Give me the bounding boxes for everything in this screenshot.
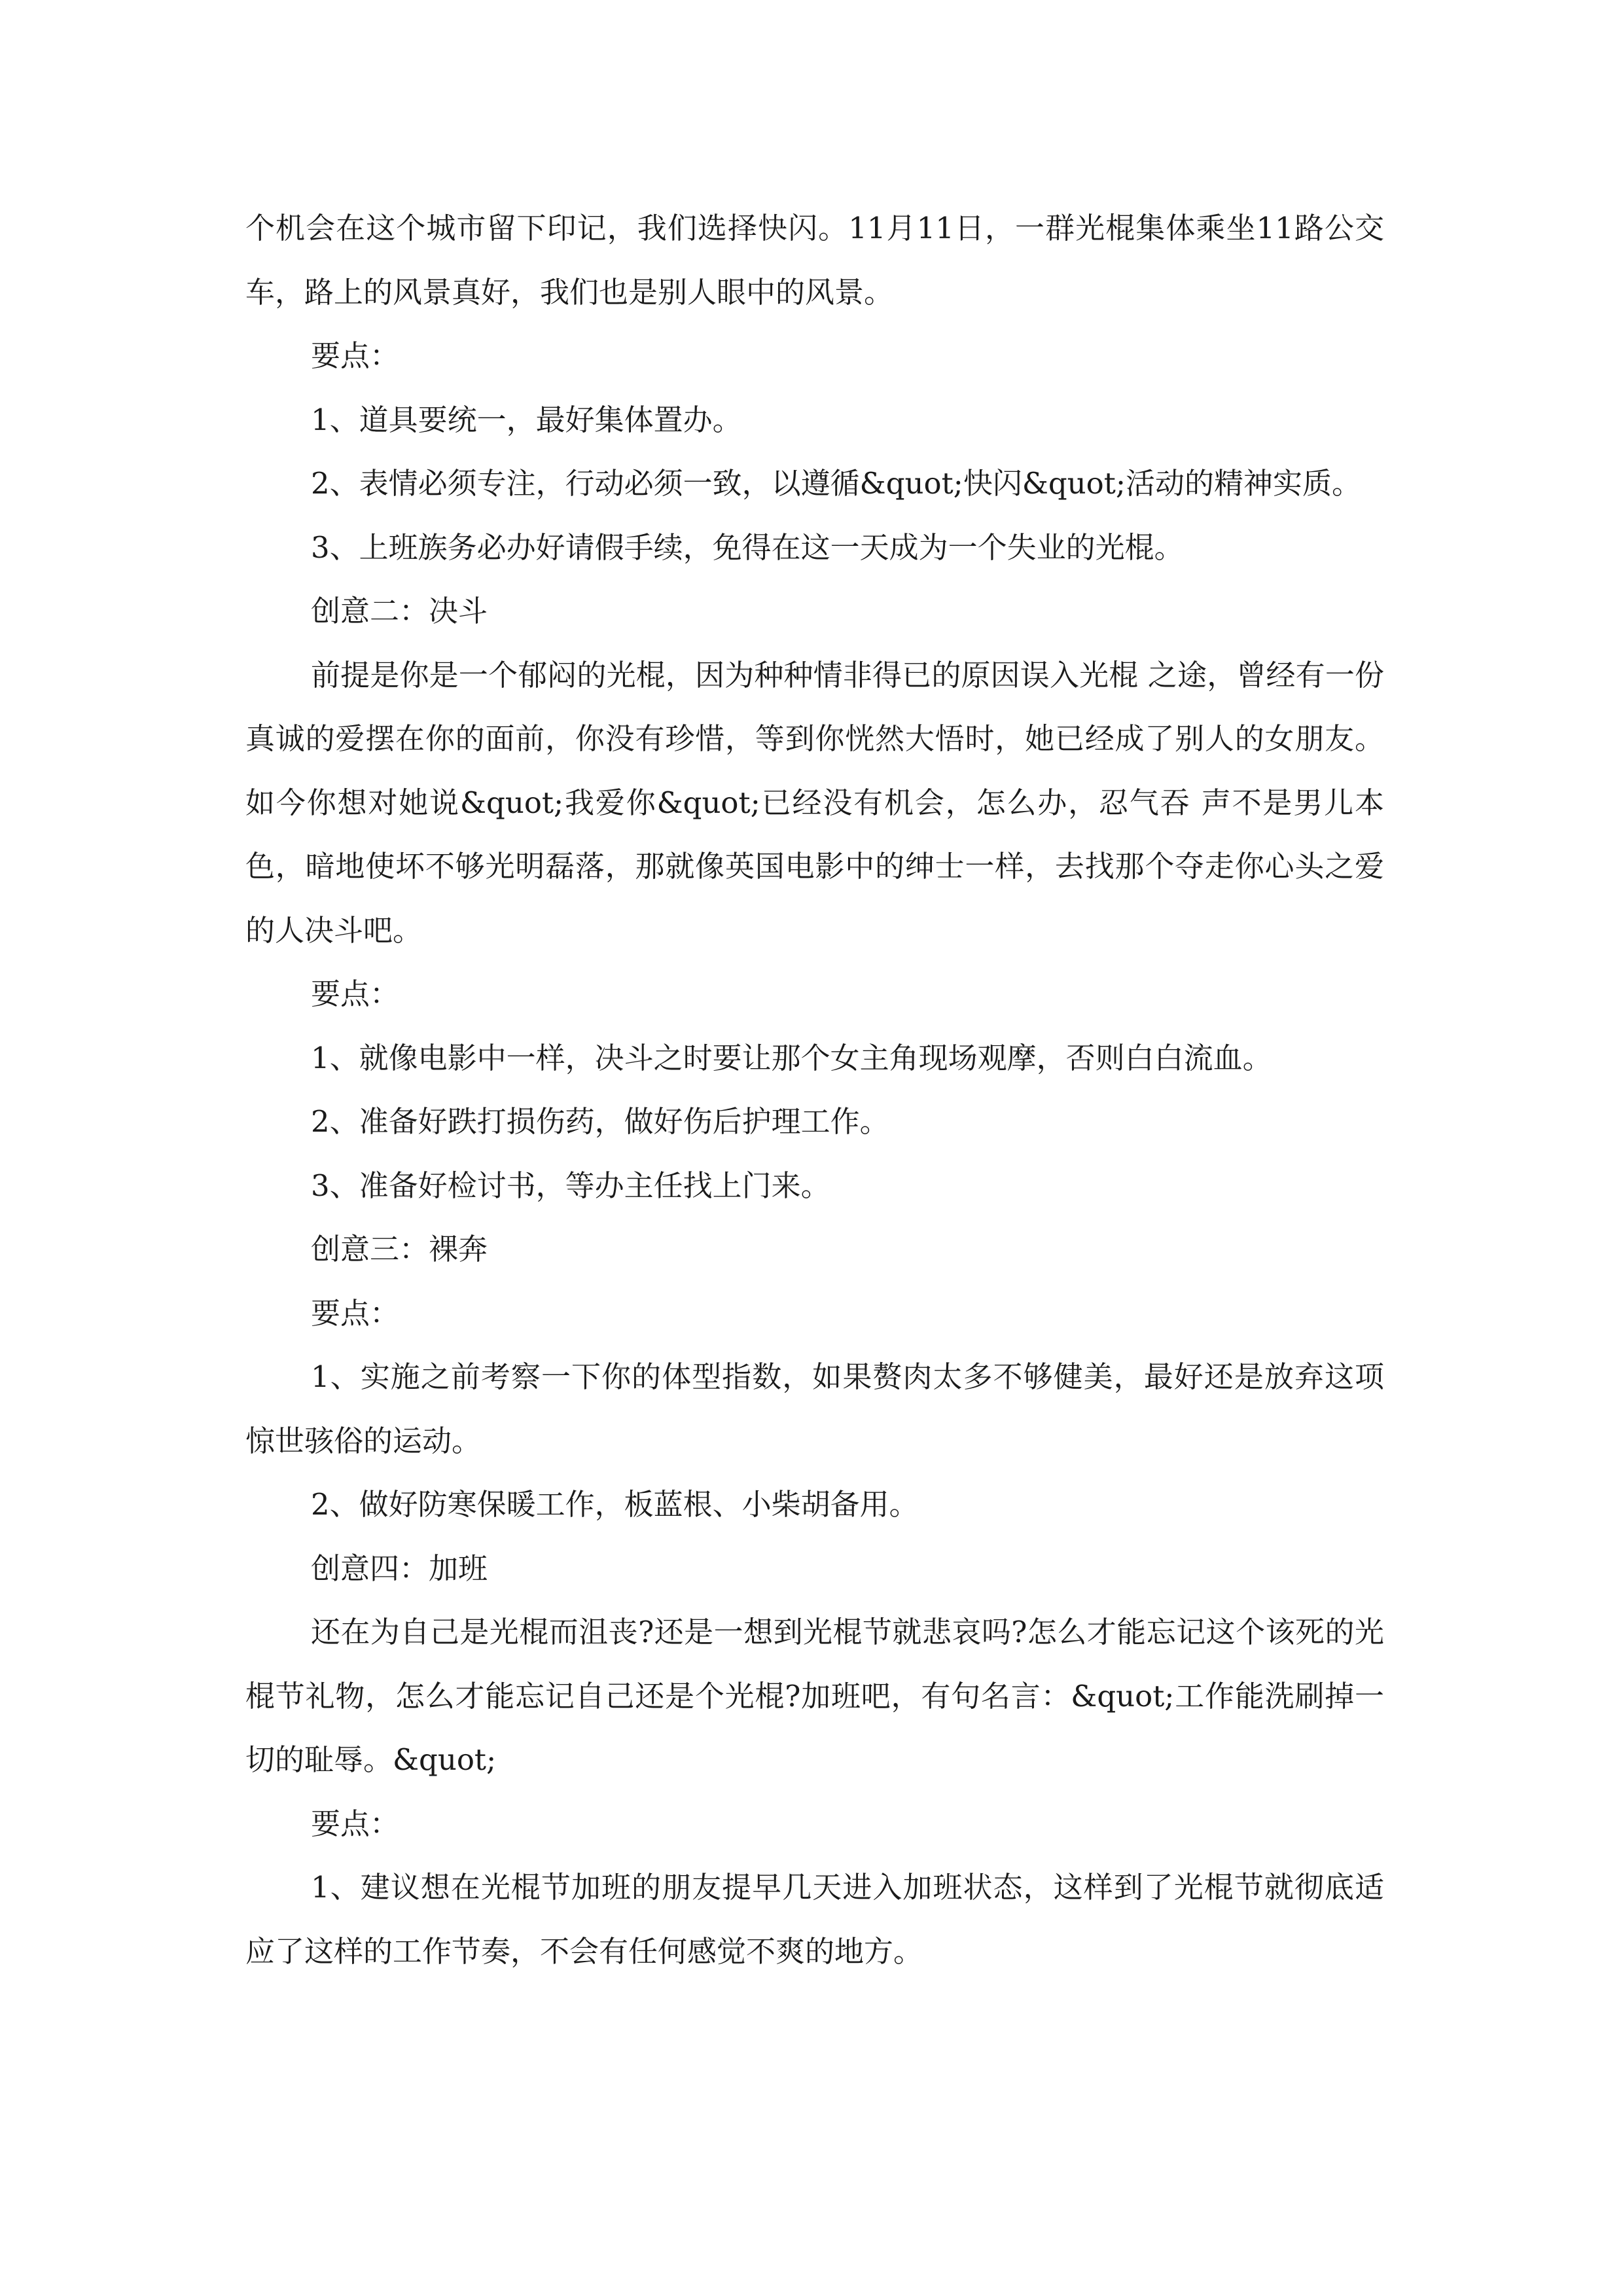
key-points-heading: 要点： [311, 977, 400, 1011]
key-point-item: 1、实施之前考察一下你的体型指数，如果赘肉太多不够健美，最好还是放弃这项惊世骇俗的运动。 [245, 1359, 1384, 1458]
key-points-heading: 要点： [311, 338, 400, 373]
section-heading-idea-three: 创意三：裸奔 [311, 1232, 488, 1266]
key-point-item: 1、建议想在光棍节加班的朋友提早几天进入加班状态，这样到了光棍节就彻底适应了这样的工作节奏，不会有任何感觉不爽的地方。 [245, 1870, 1384, 1969]
paragraph-intro-continued: 个机会在这个城市留下印记，我们选择快闪。11月11日，一群光棍集体乘坐11路公交车，路上的风景真好，我们也是别人眼中的风景。 [245, 211, 1384, 310]
paragraph-duel: 前提是你是一个郁闷的光棍，因为种种情非得已的原因误入光棍 之途，曾经有一份真诚的爱摆在你的面前，你没有珍惜，等到你恍然大悟时，她已经成了别人的女朋友。如今你想对她说&quot;我爱你&quot;已经没有机会，怎么办，忍气吞 声不是男儿本色，暗地使坏不够光明磊落，那就像英国电影中的绅士一样，去找那个夺走你心头之爱的人决斗吧。 [245, 657, 1384, 948]
key-points-heading: 要点： [311, 1295, 400, 1331]
key-point-item: 2、表情必须专注，行动必须一致，以遵循&quot;快闪&quot;活动的精神实质。 [311, 466, 1361, 501]
key-point-item: 2、做好防寒保暖工作，板蓝根、小柴胡备用。 [311, 1487, 919, 1522]
document-body [245, 196, 1384, 1983]
key-point-item: 1、就像电影中一样，决斗之时要让那个女主角现场观摩，否则白白流血。 [311, 1040, 1272, 1075]
key-point-item: 3、上班族务必办好请假手续，免得在这一天成为一个失业的光棍。 [311, 529, 1184, 565]
paragraph-overtime: 还在为自己是光棍而沮丧?还是一想到光棍节就悲哀吗?怎么才能忘记这个该死的光棍节礼物，怎么才能忘记自己还是个光棍?加班吧，有句名言：&quot;工作能洗刷掉一切的耻辱。&quot; [245, 1615, 1384, 1777]
key-point-item: 3、准备好检讨书，等办主任找上门来。 [311, 1168, 830, 1203]
section-heading-idea-four: 创意四：加班 [311, 1551, 488, 1586]
key-point-item: 1、道具要统一，最好集体置办。 [311, 402, 742, 437]
section-heading-idea-two: 创意二：决斗 [311, 594, 488, 628]
key-points-heading: 要点： [311, 1806, 400, 1841]
key-point-item: 2、准备好跌打损伤药，做好伤后护理工作。 [311, 1104, 889, 1139]
